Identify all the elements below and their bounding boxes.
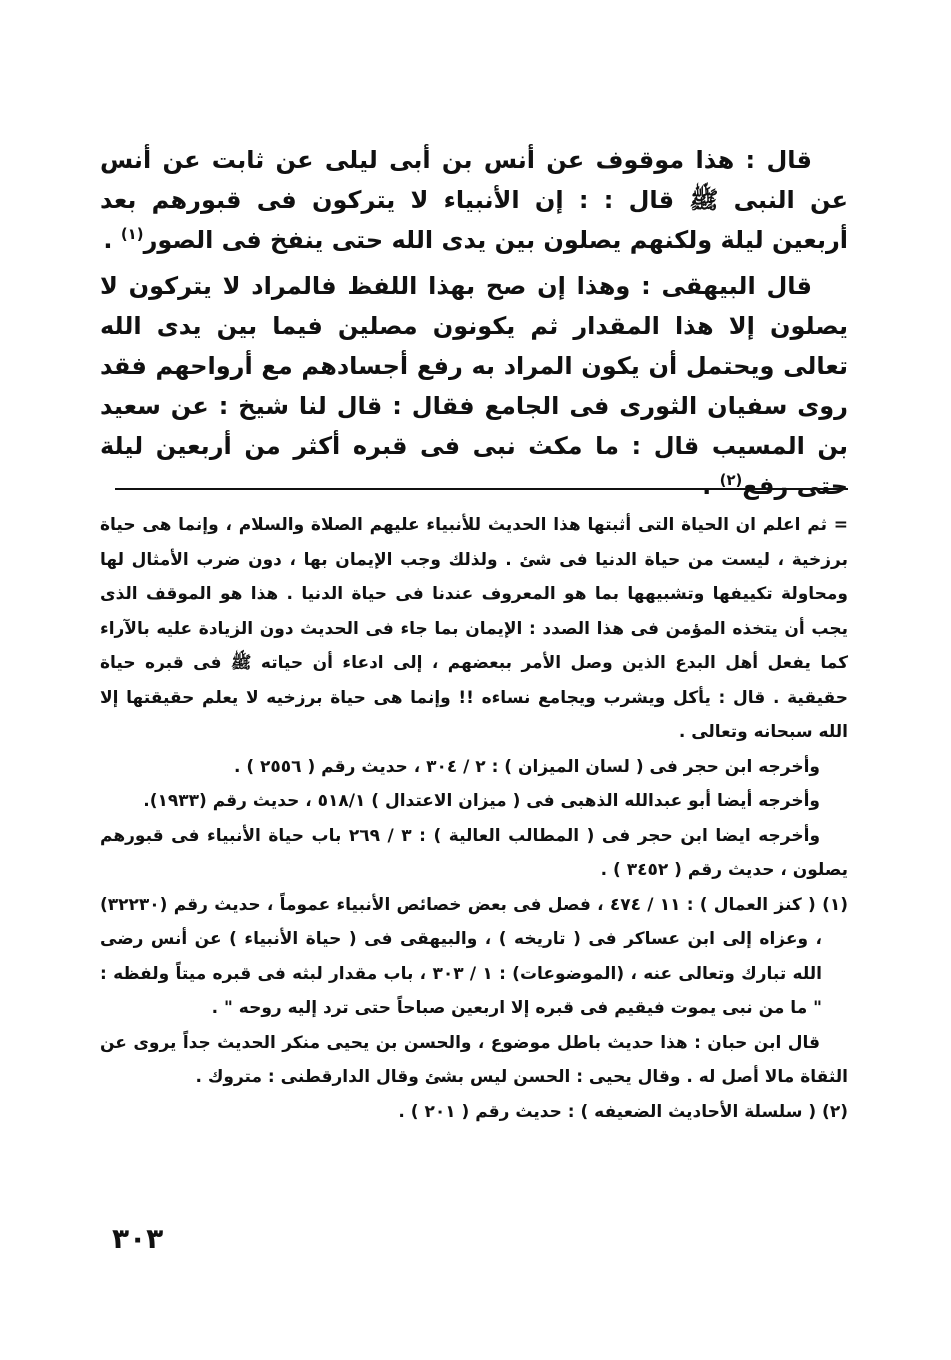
page-number: ٣٠٣ <box>112 1222 164 1255</box>
footnote-ref: (١) <box>120 225 144 243</box>
footnote-1: (١) ( كنز العمال ) : ١١ / ٤٧٤ ، فصل فى بعض خصائص الأنبياء عموماً ، حديث رقم (٣٢٢٣٠) ، وعزاه إلى ابن عساكر فى ( تاريخه ) ، والبيهقى فى ( حياة الأنبياء ) عن أنس رضى الله تبارك وتعالى عنه ، (الموضوعات) : ١ / ٣٠٣ ، باب مقدار لبثه فى قبره ميتاً ولفظه : " ما من نبى يموت فيقيم فى قبره إلا اربعين صباحاً حتى ترد إليه روحه " . <box>100 894 849 1018</box>
period: . <box>702 472 712 500</box>
footnote-line: قال ابن حبان : هذا حديث باطل موضوع ، والحسن بن يحيى منكر الحديث جداً يروى عن الثقاة مالا أصل له . وقال يحيى : الحسن ليس بشئ وقال الدارقطنى : متروك . <box>100 1032 848 1087</box>
main-paragraph <box>100 140 848 260</box>
main-text <box>100 140 848 506</box>
footnote-separator <box>115 488 848 490</box>
paragraph-text: قال : هذا موقوف عن أنس بن أبى ليلى عن ثابت عن أنس عن النبى ﷺ قال : : إن الأنبياء لا يتركون فى قبورهم بعد أربعين ليلة ولكنهم يصلون بين يدى الله حتى ينفخ فى الصور <box>100 146 848 254</box>
main-paragraph <box>100 266 848 506</box>
footnote-continuation: = ثم اعلم ان الحياة التى أثبتها هذا الحديث للأنبياء عليهم الصلاة والسلام ، وإنما هى حياة برزخية ، ليست من حياة الدنيا فى شئ . ولذلك وجب الإيمان بها ، دون ضرب الأمثال لها ومحاولة تكييفها وتشبيهها بما هو المعروف عندنا فى حياة الدنيا . هذا هو الموقف الذى يجب أن يتخذه المؤمن فى هذا الصدد : الإيمان بما جاء فى الحديث دون الزيادة عليه بالآراء كما يفعل أهل البدع الذين وصل الأمر ببعضهم ، إلى ادعاء أن حياته ﷺ فى قبره حياة حقيقية . قال : يأكل ويشرب ويجامع نساءه !! وإنما هى حياة برزخيه لا يعلم حقيقتها إلا الله سبحانه وتعالى . <box>100 515 848 742</box>
footnote-line: وأخرجه ابن حجر فى ( لسان الميزان ) : ٢ / ٣٠٤ ، حديث رقم ( ٢٥٥٦ ) . <box>233 756 820 777</box>
period: . <box>103 226 113 254</box>
footnote-2: (٢) ( سلسلة الأحاديث الضعيفه ) : حديث رقم ( ٢٠١ ) . <box>398 1101 848 1122</box>
footnote-ref: (٢) <box>719 471 743 489</box>
footnote-line: وأخرجه ايضا ابن حجر فى ( المطالب العالية ) : ٣ / ٢٦٩ باب حياة الأنبياء فى قبورهم يصلون ، حديث رقم ( ٣٤٥٢ ) . <box>100 825 848 880</box>
footnotes <box>100 508 848 1129</box>
footnote-line: وأخرجه أيضا أبو عبدالله الذهبى فى ( ميزان الاعتدال ) ٥١٨/١ ، حديث رقم (١٩٣٣). <box>143 791 820 811</box>
paragraph-text: قال البيهقى : وهذا إن صح بهذا اللفظ فالمراد لا يتركون لا يصلون إلا هذا المقدار ثم يكونون مصلين فيما بين يدى الله تعالى ويحتمل أن يكون المراد به رفع أجسادهم مع أرواحهم فقد روى سفيان الثورى فى الجامع فقال : قال لنا شيخ : عن سعيد بن المسيب قال : ما مكث نبى فى قبره أكثر من أربعين ليلة حتى رفع <box>100 272 848 500</box>
